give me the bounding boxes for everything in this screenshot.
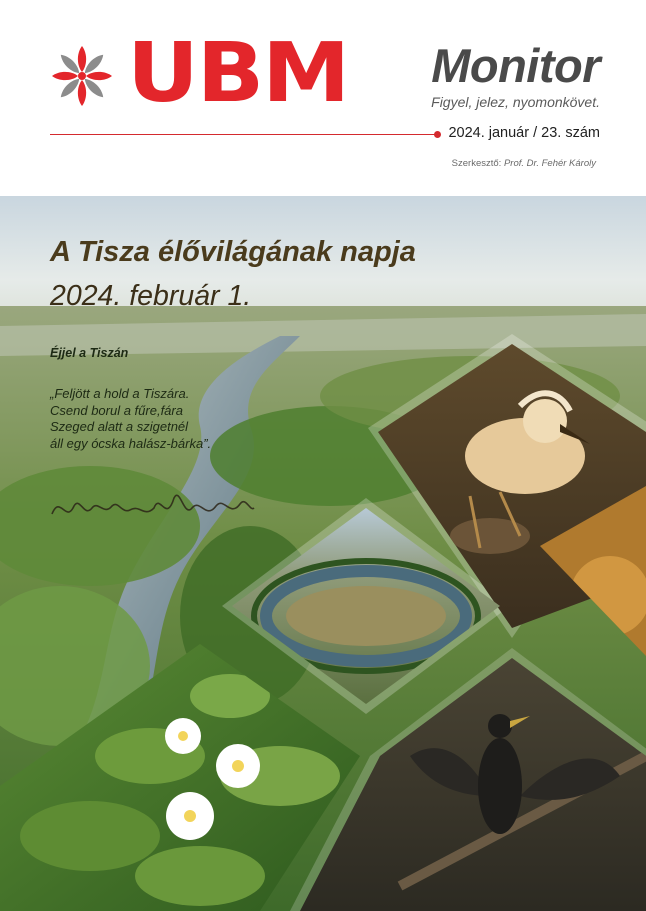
publication-title: Monitor bbox=[431, 39, 600, 92]
signature-image bbox=[48, 484, 258, 534]
poem-title: Éjjel a Tiszán bbox=[50, 346, 129, 360]
ubm-logo-mark-icon bbox=[48, 42, 116, 110]
editor-label: Szerkesztő: bbox=[451, 158, 502, 169]
logo-wordmark: UBM bbox=[127, 26, 349, 121]
cover-image bbox=[0, 196, 646, 911]
editor-credit bbox=[452, 158, 596, 169]
poem-line: áll egy ócska halász-bárka”. bbox=[50, 435, 212, 451]
header-divider bbox=[50, 134, 438, 135]
poem-line: Csend borul a fűre,fára bbox=[50, 402, 183, 418]
event-title: A Tisza élővilágának napja bbox=[50, 236, 416, 268]
poem-quote bbox=[50, 386, 211, 452]
poem-line: Szeged alatt a szigetnél bbox=[50, 419, 189, 434]
issue-info: 2024. január / 23. szám bbox=[448, 125, 600, 141]
header-divider-dot bbox=[434, 131, 441, 138]
editor-name: Prof. Dr. Fehér Károly bbox=[503, 158, 596, 169]
poem-line: „Feljött a hold a Tiszára. bbox=[50, 386, 190, 401]
header bbox=[0, 0, 646, 196]
event-date: 2024. február 1. bbox=[50, 280, 252, 312]
tagline: Figyel, jelez, nyomonkövet. bbox=[431, 94, 600, 110]
